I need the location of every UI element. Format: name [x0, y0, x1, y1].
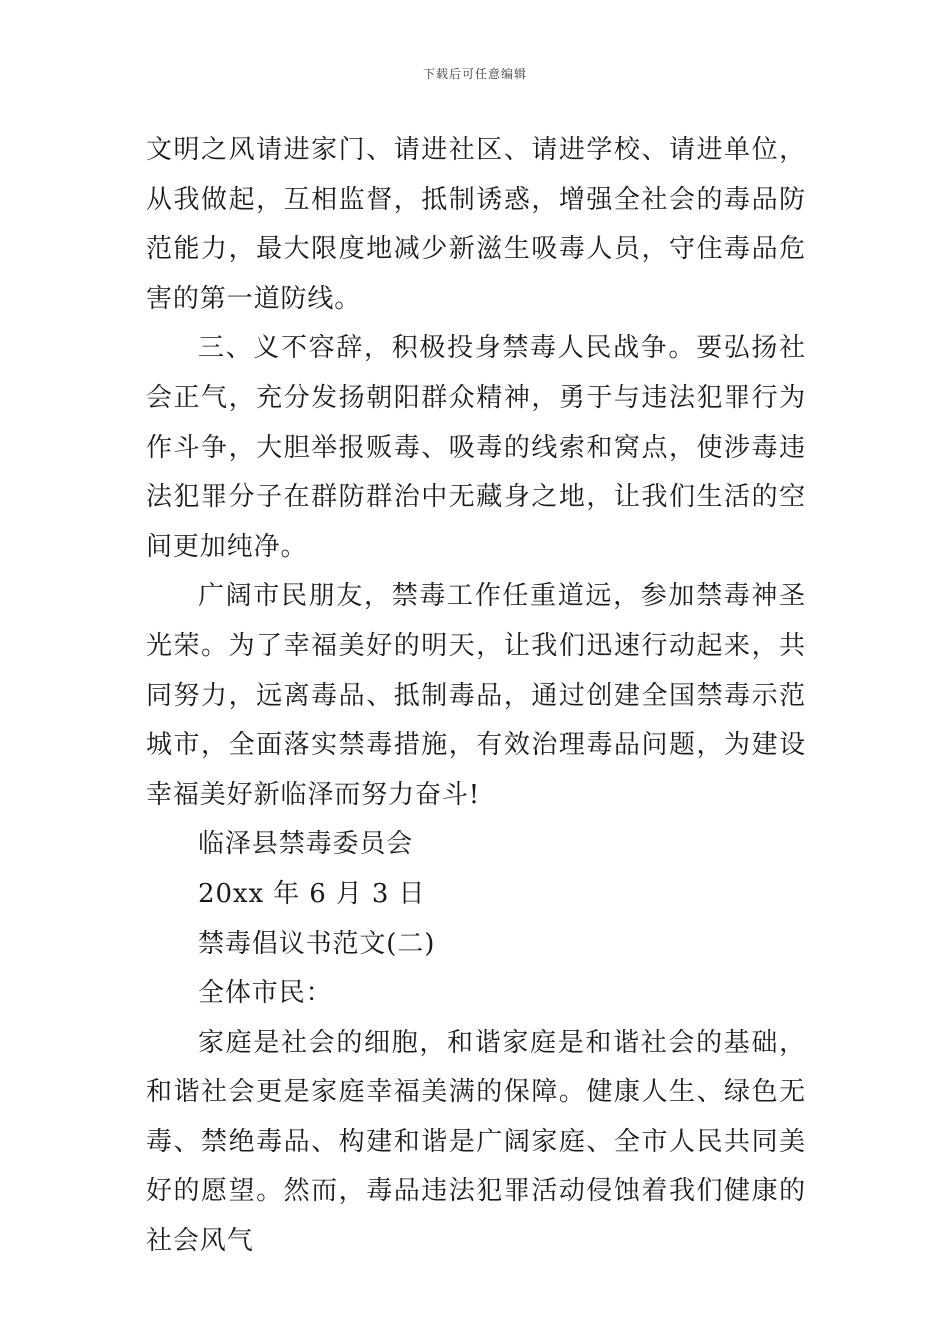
document-body — [146, 126, 806, 1267]
paragraph-1: 文明之风请进家门、请进社区、请进学校、请进单位，从我做起，互相监督，抵制诱惑，增强全社会的毒品防范能力，最大限度地减少新滋生吸毒人员，守住毒品危害的第一道防线。 — [146, 135, 806, 314]
salutation: 全体市民： — [198, 978, 333, 1009]
paragraph-2: 三、义不容辞，积极投身禁毒人民战争。要弘扬社会正气，充分发扬朝阳群众精神，勇于与违法犯罪行为作斗争，大胆举报贩毒、吸毒的线索和窝点，使涉毒违法犯罪分子在群防群治中无藏身之地，让我们生活的空间更加纯净。 — [146, 333, 806, 562]
signature-organization: 临泽县禁毒委员会 — [198, 829, 414, 860]
paragraph-4: 家庭是社会的细胞，和谐家庭是和谐社会的基础，和谐社会更是家庭幸福美满的保障。健康人生、绿色无毒、禁绝毒品、构建和谐是广阔家庭、全市人民共同美好的愿望。然而，毒品违法犯罪活动侵蚀着我们健康的社会风气 — [146, 1027, 806, 1257]
section-title: 禁毒倡议书范文(二) — [198, 928, 436, 959]
page-header: 下载后可任意编辑 — [422, 67, 527, 81]
signature-date: 20xx 年 6 月 3 日 — [198, 878, 426, 909]
paragraph-3: 广阔市民朋友，禁毒工作任重道远，参加禁毒神圣光荣。为了幸福美好的明天，让我们迅速行动起来，共同努力，远离毒品、抵制毒品，通过创建全国禁毒示范城市，全面落实禁毒措施，有效治理毒品问题，为建设幸福美好新临泽而努力奋斗! — [146, 581, 806, 810]
